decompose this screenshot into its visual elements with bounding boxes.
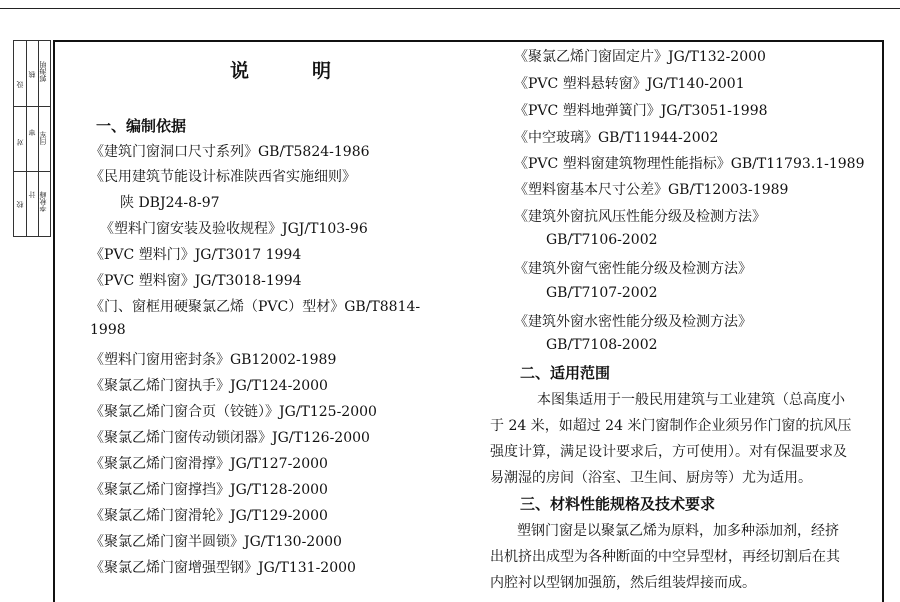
page-title: 说 明 xyxy=(230,60,354,82)
materials-text-line: 出机挤出成型为各种断面的中空异型材，再经切割后在其 xyxy=(490,549,840,565)
standard-line: 《建筑门窗洞口尺寸系列》GB/T5824-1986 xyxy=(90,144,370,160)
standard-line: GB/T7107-2002 xyxy=(546,285,658,301)
standard-line: 《PVC 塑料窗》JG/T3018-1994 xyxy=(90,273,302,289)
standard-line: 《建筑外窗水密性能分级及检测方法》 xyxy=(514,314,752,330)
standard-line: 《聚氯乙烯门窗合页（铰链）》JG/T125-2000 xyxy=(90,404,377,420)
scope-text-line: 强度计算，满足设计要求后，方可使用）。对有保温要求及 xyxy=(490,444,847,460)
standard-line: 《中空玻璃》GB/T11944-2002 xyxy=(514,130,719,146)
standard-line: GB/T7106-2002 xyxy=(546,232,658,248)
standard-line: 《PVC 塑料门》JG/T3017 1994 xyxy=(90,247,302,263)
section-heading-basis: 一、编制依据 xyxy=(96,117,187,135)
signer-name: 闫军 xyxy=(39,131,47,145)
signature-block xyxy=(13,40,51,237)
sidebar-cell-label: 校 xyxy=(16,201,24,208)
standard-line: 《PVC 塑料地弹簧门》JG/T3051-1998 xyxy=(514,103,768,119)
standard-line: GB/T7108-2002 xyxy=(546,337,658,353)
top-rule xyxy=(0,8,900,9)
scope-text-line: 易潮湿的房间（浴室、卫生间、厨房等）尤为适用。 xyxy=(490,470,812,486)
standard-line: 陕 DBJ24-8-97 xyxy=(120,195,220,211)
sidebar-cell-label: 计 xyxy=(28,191,36,198)
standard-line: 《塑料门窗用密封条》GB12002-1989 xyxy=(90,352,337,368)
standard-line: 《聚氯乙烯门窗固定片》JG/T132-2000 xyxy=(514,49,766,65)
standard-line: 《塑料窗基本尺寸公差》GB/T12003-1989 xyxy=(514,182,789,198)
sidebar-cell-label: 设 xyxy=(16,81,24,88)
section-heading-materials: 三、材料性能规格及技术要求 xyxy=(520,495,716,513)
standard-line: 《聚氯乙烯门窗半圆锁》JG/T130-2000 xyxy=(90,534,342,550)
standard-line: 《聚氯乙烯门窗撑挡》JG/T128-2000 xyxy=(90,482,328,498)
standard-line: 《民用建筑节能设计标准陕西省实施细则》 xyxy=(90,169,356,185)
standard-line: 《聚氯乙烯门窗执手》JG/T124-2000 xyxy=(90,378,328,394)
section-heading-scope: 二、适用范围 xyxy=(520,364,611,382)
scope-text-line: 于 24 米，如超过 24 米门窗制作企业须另作门窗的抗风压 xyxy=(490,418,852,434)
sidebar-cell-label: 对 xyxy=(16,139,24,146)
standard-line: 《塑料门窗安装及验收规程》JGJ/T103-96 xyxy=(100,221,368,237)
standard-line: 《建筑外窗气密性能分级及检测方法》 xyxy=(514,261,752,277)
standard-line: 《聚氯乙烯门窗滑撑》JG/T127-2000 xyxy=(90,456,328,472)
standard-line: 《聚氯乙烯门窗滑轮》JG/T129-2000 xyxy=(90,508,328,524)
standard-line: 《聚氯乙烯门窗增强型钢》JG/T131-2000 xyxy=(90,560,356,576)
sidebar-cell-label: 核 xyxy=(28,71,36,78)
standard-line: 《门、窗框用硬聚氯乙烯（PVC）型材》GB/T8814- xyxy=(90,299,421,315)
sidebar-cell-label: 审 xyxy=(28,129,36,136)
standard-line: 《PVC 塑料窗建筑物理性能指标》GB/T11793.1-1989 xyxy=(514,156,865,172)
signer-name: 李秋峰 xyxy=(39,191,47,212)
scope-text-line: 本图集适用于一般民用建筑与工业建筑（总高度小 xyxy=(537,392,845,408)
signer-name: 郭海明 xyxy=(39,61,47,82)
standard-line: 1998 xyxy=(90,322,126,338)
standard-line: 《建筑外窗抗风压性能分级及检测方法》 xyxy=(514,209,766,225)
standard-line: 《PVC 塑料悬转窗》JG/T140-2001 xyxy=(514,76,745,92)
standard-line: 《聚氯乙烯门窗传动锁闭器》JG/T126-2000 xyxy=(90,430,370,446)
materials-text-line: 内腔衬以型钢加强筋，然后组装焊接而成。 xyxy=(490,575,756,591)
materials-text-line: 塑钢门窗是以聚氯乙烯为原料，加多种添加剂，经挤 xyxy=(517,523,839,539)
